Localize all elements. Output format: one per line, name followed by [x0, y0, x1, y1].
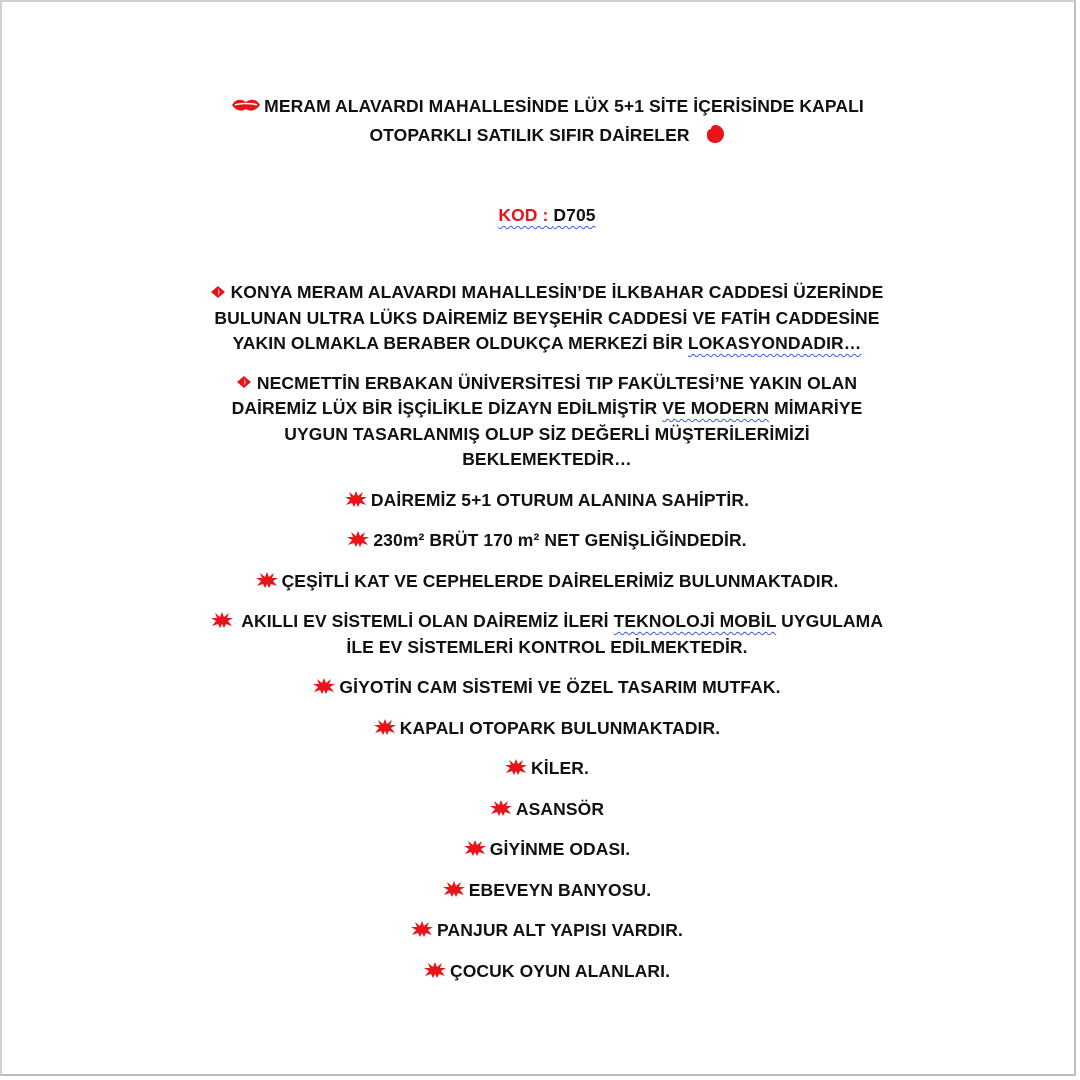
red-diamond-icon	[211, 286, 225, 298]
red-star-icon	[424, 962, 446, 978]
red-star-icon	[490, 800, 512, 816]
code-label: KOD :	[498, 205, 549, 225]
red-diamond-icon	[237, 376, 251, 388]
document-title	[132, 92, 962, 150]
feature-item: ÇOCUK OYUN ALANLARI.	[132, 959, 962, 985]
feature-item: 230m² BRÜT 170 m² NET GENİŞLİĞİNDEDİR.	[132, 528, 962, 554]
red-star-icon	[345, 491, 367, 507]
lips-icon	[230, 97, 262, 113]
location-paragraph: KONYA MERAM ALAVARDI MAHALLESİN’DE İLKBAHAR CADDESİ ÜZERİNDE BULUNAN ULTRA LÜKS DAİREMİZ BEYŞEHİR CADDESİ VE FATİH CADDESİNE YAKIN OLMAKLA BERABER OLDUKÇA MERKEZİ BİR LOKASYONDADIR…	[132, 280, 962, 357]
feature-item: DAİREMİZ 5+1 OTURUM ALANINA SAHİPTİR.	[132, 488, 962, 514]
red-star-icon	[313, 678, 335, 694]
feature-item: GİYİNME ODASI.	[132, 837, 962, 863]
red-star-icon	[443, 881, 465, 897]
feature-item: GİYOTİN CAM SİSTEMİ VE ÖZEL TASARIM MUTFAK.	[132, 675, 962, 701]
feature-item: KAPALI OTOPARK BULUNMAKTADIR.	[132, 716, 962, 742]
red-star-icon	[347, 531, 369, 547]
red-blob-icon	[705, 124, 725, 144]
feature-item: ÇEŞİTLİ KAT VE CEPHELERDE DAİRELERİMİZ BULUNMAKTADIR.	[132, 569, 962, 595]
feature-item: ASANSÖR	[132, 797, 962, 823]
red-star-icon	[505, 759, 527, 775]
red-star-icon	[256, 572, 278, 588]
smart-home-item: AKILLI EV SİSTEMLİ OLAN DAİREMİZ İLERİ TEKNOLOJİ MOBİL UYGULAMA İLE EV SİSTEMLERİ KONTROL EDİLMEKTEDİR.	[132, 609, 962, 660]
title-line-1: MERAM ALAVARDI MAHALLESİNDE LÜX 5+1 SİTE İÇERİSİNDE KAPALI	[264, 96, 864, 116]
red-star-icon	[374, 719, 396, 735]
listing-code	[132, 202, 962, 228]
document-content	[132, 92, 962, 984]
red-star-icon	[464, 840, 486, 856]
red-star-icon	[211, 612, 233, 628]
red-star-icon	[411, 921, 433, 937]
feature-item: PANJUR ALT YAPISI VARDIR.	[132, 918, 962, 944]
feature-item: KİLER.	[132, 756, 962, 782]
university-paragraph: NECMETTİN ERBAKAN ÜNİVERSİTESİ TIP FAKÜLTESİ’NE YAKIN OLAN DAİREMİZ LÜX BİR İŞÇİLİKLE DİZAYN EDİLMİŞTİR VE MODERN MİMARİYE UYGUN TASARLANMIŞ OLUP SİZ DEĞERLİ MÜŞTERİLERİMİZİ BEKLEMEKTEDİR…	[231, 372, 863, 469]
code-value: D705	[553, 205, 596, 225]
feature-item: EBEVEYN BANYOSU.	[132, 878, 962, 904]
title-line-2: OTOPARKLI SATILIK SIFIR DAİRELER	[369, 125, 690, 145]
